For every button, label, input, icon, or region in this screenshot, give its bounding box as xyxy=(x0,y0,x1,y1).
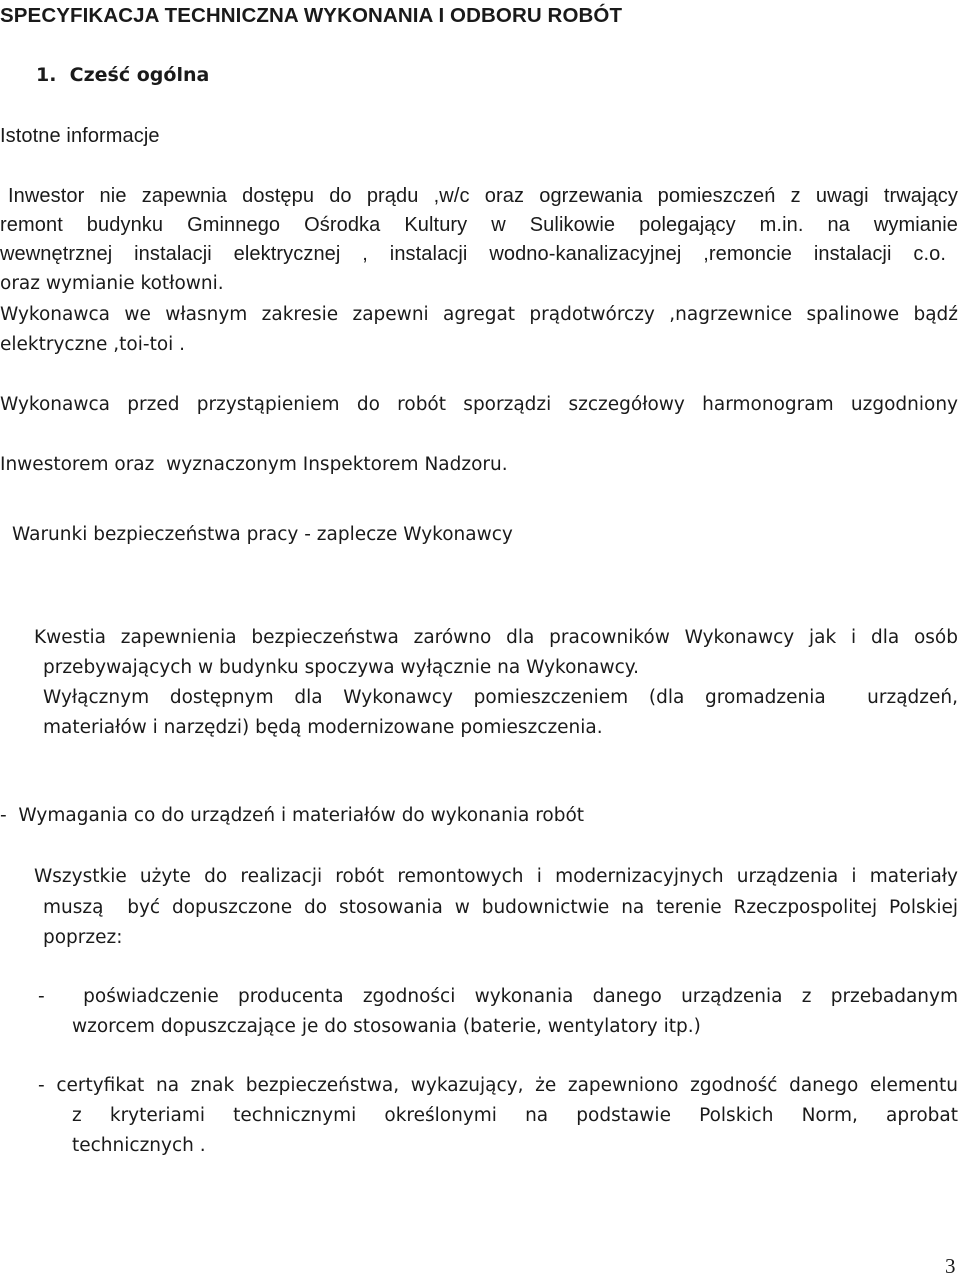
bullet1-line-2: wzorcem dopuszczające je do stosowania (baterie, wentylatory itp.) xyxy=(72,1016,701,1037)
intro-line-6: elektryczne ,toi-toi . xyxy=(0,334,186,355)
schedule-line-2: Inwestorem oraz wyznaczonym Inspektorem Nadzoru. xyxy=(0,454,508,475)
bullet2-line-1: - certyfikat na znak bezpieczeństwa, wykazujący, że zapewniono zgodność danego elementu xyxy=(38,1075,958,1096)
safety-line-3: Wyłącznym dostępnym dla Wykonawcy pomieszczeniem (dla gromadzenia urządzeń, xyxy=(43,687,958,708)
intro-line-2: remont budynku Gminnego Ośrodka Kultury w Sulikowie polegający m.in. na wymianie xyxy=(0,214,958,236)
safety-line-1: Kwestia zapewnienia bezpieczeństwa zarówno dla pracowników Wykonawcy jak i dla osób xyxy=(34,627,958,648)
document-title: SPECYFIKACJA TECHNICZNA WYKONANIA I ODBORU ROBÓT xyxy=(0,4,623,27)
intro-line-3: wewnętrznej instalacji elektrycznej , instalacji wodno-kanalizacyjnej ,remoncie instalacji c.o. xyxy=(0,243,946,265)
bullet2-line-3: technicznych . xyxy=(72,1135,206,1156)
intro-line-4: oraz wymianie kotłowni. xyxy=(0,273,224,294)
section-heading: 1. Cześć ogólna xyxy=(36,64,210,86)
schedule-line-1: Wykonawca przed przystąpieniem do robót sporządzi szczegółowy harmonogram uzgodniony xyxy=(0,394,958,415)
safety-line-2: przebywających w budynku spoczywa wyłącznie na Wykonawcy. xyxy=(43,657,639,678)
page-number: 3 xyxy=(945,1254,956,1278)
intro-line-5: Wykonawca we własnym zakresie zapewni agregat prądotwórczy ,nagrzewnice spalinowe bądź xyxy=(0,304,958,325)
requirements-line-1: Wszystkie użyte do realizacji robót remontowych i modernizacyjnych urządzenia i materiały xyxy=(34,866,958,887)
safety-heading: Warunki bezpieczeństwa pracy - zaplecze Wykonawcy xyxy=(12,524,513,545)
requirements-line-2: muszą być dopuszczone do stosowania w budownictwie na terenie Rzeczpospolitej Polskiej xyxy=(43,897,958,918)
requirements-line-3: poprzez: xyxy=(43,927,123,948)
bullet1-line-1: - poświadczenie producenta zgodności wykonania danego urządzenia z przebadanym xyxy=(38,986,958,1007)
bullet2-line-2: z kryteriami technicznymi określonymi na podstawie Polskich Norm, aprobat xyxy=(72,1105,958,1126)
intro-line-1: Inwestor nie zapewnia dostępu do prądu ,w/c oraz ogrzewania pomieszczeń z uwagi trwający xyxy=(8,185,958,207)
safety-line-4: materiałów i narzędzi) będą modernizowane pomieszczenia. xyxy=(43,717,603,738)
requirements-heading: - Wymagania co do urządzeń i materiałów do wykonania robót xyxy=(0,805,585,826)
subheading: Istotne informacje xyxy=(0,125,160,147)
